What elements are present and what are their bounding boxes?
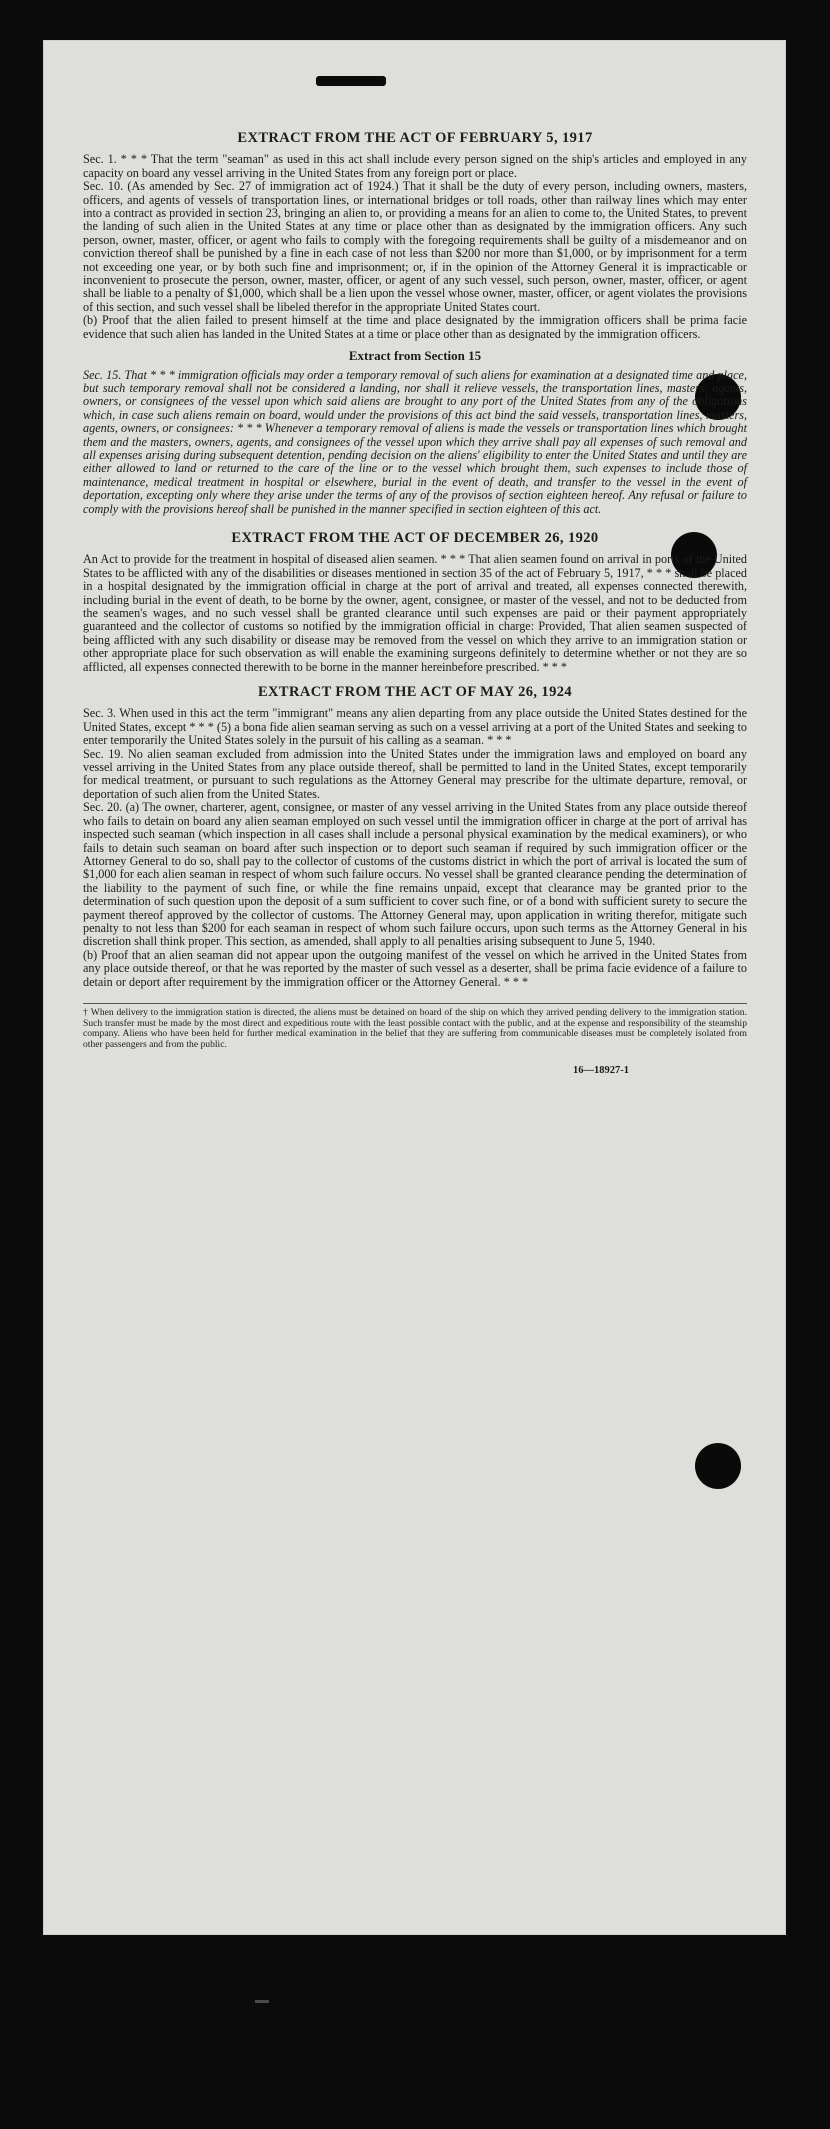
paragraph-1920: An Act to provide for the treatment in hospital of diseased alien seamen. * * * That alien seamen found on arrival in ports of the United States to be afflicted with any of the disabilities or diseases mentioned in section 35 of the act of February 5, 1917, * * * shall be placed in a hospital designated by the immigration official in charge at the port of arrival and treated, all expenses connected therewith, including burial in the event of death, to be borne by the owner, agent, consignee, or master of the vessel, and not to be deducted from the seamen's wages, and no such vessel shall be granted clearance until such expenses are paid or their payment appropriately guaranteed and the collector of customs so notified by the immigration official in charge: Provided, That alien seamen suspected of being afflicted with any such disability or disease may be removed from the vessel on which they arrive to an immigration station or other appropriate place for such observation as will enable the examining surgeons definitely to determine whether or not they are so afflicted, all expenses connected therewith to be borne in the manner hereinbefore prescribed. * * *	[83, 552, 747, 674]
heading-act-1924: EXTRACT FROM THE ACT OF MAY 26, 1924	[257, 684, 573, 701]
paragraph-1917-sec1: Sec. 1. * * * That the term "seaman" as used in this act shall include every person signed on the ship's articles and employed in any capacity on board any vessel arriving in the United States from any foreign port or place.	[83, 152, 747, 180]
document-page	[43, 40, 786, 1935]
paragraph-sec15: Sec. 15. That * * * immigration officials may order a temporary removal of such aliens for examination at a designated time and place, but such temporary removal shall not be considered a landing, nor shall it relieve vessels, the transportation lines, masters, agents, owners, or consignees of the vessel upon which said aliens are brought to any port of the United States from any of the obligations which, in case such aliens remain on board, would under the provisions of this act bind the said vessels, transportation lines, masters, agents, owners, or consignees: * * * Whenever a temporary removal of aliens is made the vessels or transportation lines which brought them and the masters, owners, agents, and consignees of the vessel upon which they arrive shall pay all expenses of such removal and all expenses arising during subsequent detention, pending decision on the aliens' eligibility to enter the United States and until they are either allowed to land or returned to the care of the line or to the vessel which brought them, such expenses to include those of maintenance, medical treatment in hospital or elsewhere, burial in the event of death, and transfer to the vessel in the event of deportation, excepting only where they arise under the terms of any of the provisos of section eighteen hereof. Any refusal or failure to comply with the provisions hereof shall be punished in the manner specified in section eighteen of this act.	[83, 367, 747, 516]
heading-section-15: Extract from Section 15	[348, 348, 482, 364]
heading-act-1917: EXTRACT FROM THE ACT OF FEBRUARY 5, 1917	[237, 130, 593, 146]
paragraph-1924-b: (b) Proof that an alien seaman did not appear upon the outgoing manifest of the vessel on which he arrived in the United States from any place outside thereof, or that he was reported by the master of such vessel as a deserter, shall be prima facie evidence of a failure to detain or deport after requirement by the immigration officer or the Attorney General. * * *	[83, 947, 747, 989]
binder-tab	[316, 76, 386, 86]
footnote: † When delivery to the immigration station is directed, the aliens must be detained on board of the ship on which they arrived pending delivery to the immigration station. Such transfer must be made by the most direct and expeditious route with the least possible contact with the public, and at the expense and responsibility of the steamship company. Aliens who have been held for further medical examination in the belief that they are suffering from communicable diseases must be completely isolated from other passengers and from the public.	[83, 1003, 747, 1050]
document-body	[83, 132, 747, 1078]
punch-hole	[695, 1443, 741, 1489]
heading-act-1920: EXTRACT FROM THE ACT OF DECEMBER 26, 1920	[231, 529, 599, 546]
scan-mark	[255, 2000, 269, 2003]
paragraph-1924-sec3: Sec. 3. When used in this act the term "immigrant" means any alien departing from any place outside the United States destined for the United States, except * * * (5) a bona fide alien seaman serving as such on a vessel arriving at a port of the United States and seeking to enter temporarily the United States solely in the pursuit of his calling as a seaman. * * *	[83, 706, 747, 748]
print-code: 16—18927-1	[573, 1065, 629, 1077]
paragraph-1924-sec19: Sec. 19. No alien seaman excluded from admission into the United States under the immigration laws and employed on board any vessel arriving in the United States from any place outside thereof, shall be permitted to land in the United States, except temporarily for medical treatment, or pursuant to such regulations as the Attorney General may prescribe for the ultimate departure, removal, or deportation of such alien from the United States.	[83, 746, 747, 801]
paragraph-1924-sec20: Sec. 20. (a) The owner, charterer, agent, consignee, or master of any vessel arriving in the United States from any place outside thereof who fails to detain on board any alien seaman employed on such vessel until the immigration officer in charge at the port of arrival has inspected such seaman (which inspection in all cases shall include a personal physical examination by the medical examiners), or who fails to detain such seaman on board after such inspection or to deport such seaman if required by such immigration officer or the Attorney General to do so, shall pay to the collector of customs of the customs district in which the port of arrival is located the sum of $1,000 for each alien seaman in respect of whom such failure occurs. No vessel shall be granted clearance pending the determination of the liability to the payment of such fine, or while the fine remains unpaid, except that clearance may be granted prior to the determination of such question upon the deposit of a sum sufficient to cover such fine, or of a bond with sufficient surety to secure the payment thereof approved by the collector of customs. The Attorney General may, upon application in writing therefor, mitigate such penalty to not less than $200 for each seaman in respect of whom such failure occurs, upon such terms as the Attorney General in his discretion shall think proper. This section, as amended, shall apply to all penalties arising subsequent to June 5, 1940.	[83, 800, 747, 949]
paragraph-1917-sec10: Sec. 10. (As amended by Sec. 27 of immigration act of 1924.) That it shall be the duty of every person, including owners, masters, officers, and agents of vessels of transportation lines, or international bridges or toll roads, other than railway lines which may enter into a contract as provided in section 23, bringing an alien to, or providing a means for an alien to come to, the United States, to prevent the landing of such alien in the United States at any time or place other than as designated by the immigration officers. Any such person, owner, master, officer, or agent who fails to comply with the foregoing requirements shall be guilty of a misdemeanor and on conviction thereof shall be punished by a fine in each case of not less than $200 nor more than $1,000, or by imprisonment for a term not exceeding one year, or by both such fine and imprisonment; or, if in the opinion of the Attorney General it is impracticable or inconvenient to prosecute the person, owner, master, officer, or agent of any such vessel, such person, owner, master, officer, or agent shall be liable to a penalty of $1,000, which shall be a lien upon the vessel whose owner, master, officer, or agent violates the provisions of this section, and such vessel shall be libeled therefor in the appropriate United States court.	[83, 179, 747, 314]
paragraph-1917-b: (b) Proof that the alien failed to present himself at the time and place designated by the immigration officers shall be prima facie evidence that such alien has landed in the United States at a time or place other than as designated by the immigration officers.	[83, 313, 747, 341]
